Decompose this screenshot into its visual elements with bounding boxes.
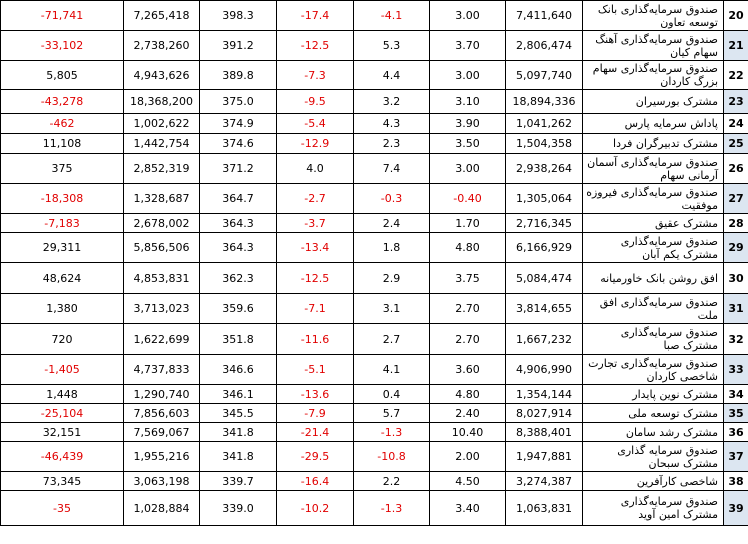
return-cell: 374.6 <box>200 134 277 154</box>
weekly-cell: 3.70 <box>430 31 506 61</box>
flow-cell: -25,104 <box>1 404 124 423</box>
assets-cell: 6,166,929 <box>506 233 583 263</box>
table-row <box>1 184 748 214</box>
monthly-cell: -4.1 <box>354 1 430 31</box>
change-cell: -16.4 <box>277 472 354 491</box>
change-cell: -13.4 <box>277 233 354 263</box>
rank-cell: 26 <box>724 154 748 184</box>
fund-name-cell: مشترک تدبیرگران فردا <box>583 134 724 154</box>
fund-name-cell: صندوق سرمایه‌گذاری مشترک صبا <box>583 324 724 355</box>
weekly-cell: 3.10 <box>430 90 506 114</box>
change-cell: -7.3 <box>277 61 354 90</box>
assets-cell: 7,411,640 <box>506 1 583 31</box>
monthly-cell: 1.8 <box>354 233 430 263</box>
rank-cell: 35 <box>724 404 748 423</box>
monthly-cell: 5.7 <box>354 404 430 423</box>
change-cell: -12.5 <box>277 31 354 61</box>
change-cell: -9.5 <box>277 90 354 114</box>
flow-cell: 11,108 <box>1 134 124 154</box>
nav-cell: 1,290,740 <box>124 385 200 404</box>
change-cell: -21.4 <box>277 423 354 442</box>
rank-cell: 31 <box>724 294 748 324</box>
weekly-cell: 10.40 <box>430 423 506 442</box>
weekly-cell: 3.60 <box>430 355 506 385</box>
nav-cell: 2,852,319 <box>124 154 200 184</box>
change-cell: -5.1 <box>277 355 354 385</box>
return-cell: 391.2 <box>200 31 277 61</box>
table-row <box>1 472 748 491</box>
table-row <box>1 134 748 154</box>
change-cell: -5.4 <box>277 114 354 134</box>
nav-cell: 5,856,506 <box>124 233 200 263</box>
return-cell: 346.6 <box>200 355 277 385</box>
fund-name-cell: صندوق سرمایه‌گذاری تجارت شاخصی کاردان <box>583 355 724 385</box>
return-cell: 364.3 <box>200 214 277 233</box>
nav-cell: 1,442,754 <box>124 134 200 154</box>
table-row <box>1 214 748 233</box>
table-row <box>1 31 748 61</box>
return-cell: 341.8 <box>200 423 277 442</box>
fund-name-cell: صندوق سرمایه‌گذاری مشترک یکم آبان <box>583 233 724 263</box>
nav-cell: 1,328,687 <box>124 184 200 214</box>
change-cell: -2.7 <box>277 184 354 214</box>
nav-cell: 4,853,831 <box>124 263 200 294</box>
rank-cell: 21 <box>724 31 748 61</box>
rank-cell: 37 <box>724 442 748 472</box>
nav-cell: 3,063,198 <box>124 472 200 491</box>
flow-cell: -462 <box>1 114 124 134</box>
rank-cell: 29 <box>724 233 748 263</box>
weekly-cell: 4.80 <box>430 233 506 263</box>
nav-cell: 1,955,216 <box>124 442 200 472</box>
nav-cell: 4,737,833 <box>124 355 200 385</box>
fund-name-cell: صندوق سرمایه‌گذاری مشترک امین آوید <box>583 491 724 526</box>
change-cell: -13.6 <box>277 385 354 404</box>
return-cell: 371.2 <box>200 154 277 184</box>
monthly-cell: -0.3 <box>354 184 430 214</box>
table-row <box>1 491 748 526</box>
flow-cell: 48,624 <box>1 263 124 294</box>
assets-cell: 1,947,881 <box>506 442 583 472</box>
weekly-cell: 3.00 <box>430 61 506 90</box>
monthly-cell: 2.7 <box>354 324 430 355</box>
weekly-cell: 3.00 <box>430 154 506 184</box>
fund-name-cell: شاخصی کارآفرین <box>583 472 724 491</box>
flow-cell: 73,345 <box>1 472 124 491</box>
weekly-cell: 3.75 <box>430 263 506 294</box>
fund-name-cell: صندوق سرمایه‌گذاری بانک توسعه تعاون <box>583 1 724 31</box>
weekly-cell: 2.00 <box>430 442 506 472</box>
table-row <box>1 114 748 134</box>
flow-cell: -71,741 <box>1 1 124 31</box>
monthly-cell: 3.1 <box>354 294 430 324</box>
table-row <box>1 61 748 90</box>
assets-cell: 2,806,474 <box>506 31 583 61</box>
nav-cell: 18,368,200 <box>124 90 200 114</box>
flow-cell: 1,448 <box>1 385 124 404</box>
flow-cell: 32,151 <box>1 423 124 442</box>
change-cell: -12.9 <box>277 134 354 154</box>
fund-name-cell: مشترک نوین پایدار <box>583 385 724 404</box>
change-cell: 4.0 <box>277 154 354 184</box>
rank-cell: 38 <box>724 472 748 491</box>
return-cell: 374.9 <box>200 114 277 134</box>
nav-cell: 7,265,418 <box>124 1 200 31</box>
change-cell: -29.5 <box>277 442 354 472</box>
fund-name-cell: صندوق سرمایه‌گذاری آهنگ سهام کیان <box>583 31 724 61</box>
weekly-cell: 2.70 <box>430 324 506 355</box>
flow-cell: -1,405 <box>1 355 124 385</box>
weekly-cell: 2.70 <box>430 294 506 324</box>
flow-cell: -35 <box>1 491 124 526</box>
monthly-cell: -1.3 <box>354 491 430 526</box>
fund-name-cell: مشترک رشد سامان <box>583 423 724 442</box>
fund-name-cell: صندوق سرمایه گذاری مشترک سبحان <box>583 442 724 472</box>
rank-cell: 27 <box>724 184 748 214</box>
rank-cell: 36 <box>724 423 748 442</box>
monthly-cell: 4.3 <box>354 114 430 134</box>
assets-cell: 18,894,336 <box>506 90 583 114</box>
nav-cell: 2,678,002 <box>124 214 200 233</box>
assets-cell: 3,274,387 <box>506 472 583 491</box>
assets-cell: 1,667,232 <box>506 324 583 355</box>
flow-cell: -18,308 <box>1 184 124 214</box>
assets-cell: 1,041,262 <box>506 114 583 134</box>
monthly-cell: 7.4 <box>354 154 430 184</box>
flow-cell: -43,278 <box>1 90 124 114</box>
weekly-cell: 2.40 <box>430 404 506 423</box>
weekly-cell: 4.80 <box>430 385 506 404</box>
nav-cell: 7,856,603 <box>124 404 200 423</box>
flow-cell: 5,805 <box>1 61 124 90</box>
fund-name-cell: صندوق سرمایه‌گذاری افق ملت <box>583 294 724 324</box>
monthly-cell: -10.8 <box>354 442 430 472</box>
nav-cell: 4,943,626 <box>124 61 200 90</box>
change-cell: -7.1 <box>277 294 354 324</box>
nav-cell: 7,569,067 <box>124 423 200 442</box>
rank-cell: 25 <box>724 134 748 154</box>
table-row <box>1 385 748 404</box>
table-row <box>1 233 748 263</box>
table-row <box>1 154 748 184</box>
assets-cell: 3,814,655 <box>506 294 583 324</box>
flow-cell: -7,183 <box>1 214 124 233</box>
table-row <box>1 423 748 442</box>
change-cell: -11.6 <box>277 324 354 355</box>
return-cell: 398.3 <box>200 1 277 31</box>
assets-cell: 1,305,064 <box>506 184 583 214</box>
flow-cell: -46,439 <box>1 442 124 472</box>
monthly-cell: 2.3 <box>354 134 430 154</box>
return-cell: 364.3 <box>200 233 277 263</box>
monthly-cell: 3.2 <box>354 90 430 114</box>
change-cell: -12.5 <box>277 263 354 294</box>
nav-cell: 3,713,023 <box>124 294 200 324</box>
return-cell: 345.5 <box>200 404 277 423</box>
weekly-cell: 3.50 <box>430 134 506 154</box>
rank-cell: 24 <box>724 114 748 134</box>
flow-cell: 1,380 <box>1 294 124 324</box>
rank-cell: 28 <box>724 214 748 233</box>
fund-name-cell: صندوق سرمایه‌گذاری سهام بزرگ کاردان <box>583 61 724 90</box>
fund-name-cell: پاداش سرمایه پارس <box>583 114 724 134</box>
monthly-cell: 2.9 <box>354 263 430 294</box>
rank-cell: 23 <box>724 90 748 114</box>
fund-name-cell: صندوق سرمایه‌گذاری آسمان آرمانی سهام <box>583 154 724 184</box>
fund-name-cell: صندوق سرمایه‌گذاری فیروزه موفقیت <box>583 184 724 214</box>
return-cell: 389.8 <box>200 61 277 90</box>
change-cell: -10.2 <box>277 491 354 526</box>
assets-cell: 1,354,144 <box>506 385 583 404</box>
rank-cell: 39 <box>724 491 748 526</box>
return-cell: 359.6 <box>200 294 277 324</box>
change-cell: -17.4 <box>277 1 354 31</box>
weekly-cell: -0.40 <box>430 184 506 214</box>
rank-cell: 20 <box>724 1 748 31</box>
monthly-cell: -1.3 <box>354 423 430 442</box>
change-cell: -7.9 <box>277 404 354 423</box>
weekly-cell: 4.50 <box>430 472 506 491</box>
fund-name-cell: افق روشن بانک خاورمیانه <box>583 263 724 294</box>
assets-cell: 1,063,831 <box>506 491 583 526</box>
assets-cell: 1,504,358 <box>506 134 583 154</box>
return-cell: 346.1 <box>200 385 277 404</box>
monthly-cell: 2.4 <box>354 214 430 233</box>
table-row <box>1 294 748 324</box>
return-cell: 375.0 <box>200 90 277 114</box>
flow-cell: 375 <box>1 154 124 184</box>
weekly-cell: 1.70 <box>430 214 506 233</box>
weekly-cell: 3.90 <box>430 114 506 134</box>
monthly-cell: 5.3 <box>354 31 430 61</box>
assets-cell: 2,938,264 <box>506 154 583 184</box>
change-cell: -3.7 <box>277 214 354 233</box>
weekly-cell: 3.00 <box>430 1 506 31</box>
fund-name-cell: مشترک عقیق <box>583 214 724 233</box>
assets-cell: 4,906,990 <box>506 355 583 385</box>
table-row <box>1 404 748 423</box>
weekly-cell: 3.40 <box>430 491 506 526</box>
monthly-cell: 2.2 <box>354 472 430 491</box>
nav-cell: 1,622,699 <box>124 324 200 355</box>
rank-cell: 33 <box>724 355 748 385</box>
assets-cell: 5,084,474 <box>506 263 583 294</box>
table-body <box>1 1 748 526</box>
rank-cell: 34 <box>724 385 748 404</box>
return-cell: 351.8 <box>200 324 277 355</box>
assets-cell: 2,716,345 <box>506 214 583 233</box>
nav-cell: 2,738,260 <box>124 31 200 61</box>
assets-cell: 8,388,401 <box>506 423 583 442</box>
flow-cell: 720 <box>1 324 124 355</box>
return-cell: 364.7 <box>200 184 277 214</box>
assets-cell: 5,097,740 <box>506 61 583 90</box>
rank-cell: 30 <box>724 263 748 294</box>
return-cell: 341.8 <box>200 442 277 472</box>
nav-cell: 1,002,622 <box>124 114 200 134</box>
table-row <box>1 324 748 355</box>
nav-cell: 1,028,884 <box>124 491 200 526</box>
fund-name-cell: مشترک بورسیران <box>583 90 724 114</box>
assets-cell: 8,027,914 <box>506 404 583 423</box>
flow-cell: 29,311 <box>1 233 124 263</box>
table-row <box>1 263 748 294</box>
table-row <box>1 1 748 31</box>
monthly-cell: 4.4 <box>354 61 430 90</box>
monthly-cell: 0.4 <box>354 385 430 404</box>
fund-name-cell: مشترک توسعه ملی <box>583 404 724 423</box>
table-row <box>1 355 748 385</box>
flow-cell: -33,102 <box>1 31 124 61</box>
monthly-cell: 4.1 <box>354 355 430 385</box>
rank-cell: 32 <box>724 324 748 355</box>
table-row <box>1 90 748 114</box>
return-cell: 339.7 <box>200 472 277 491</box>
rank-cell: 22 <box>724 61 748 90</box>
return-cell: 339.0 <box>200 491 277 526</box>
table-row <box>1 442 748 472</box>
return-cell: 362.3 <box>200 263 277 294</box>
